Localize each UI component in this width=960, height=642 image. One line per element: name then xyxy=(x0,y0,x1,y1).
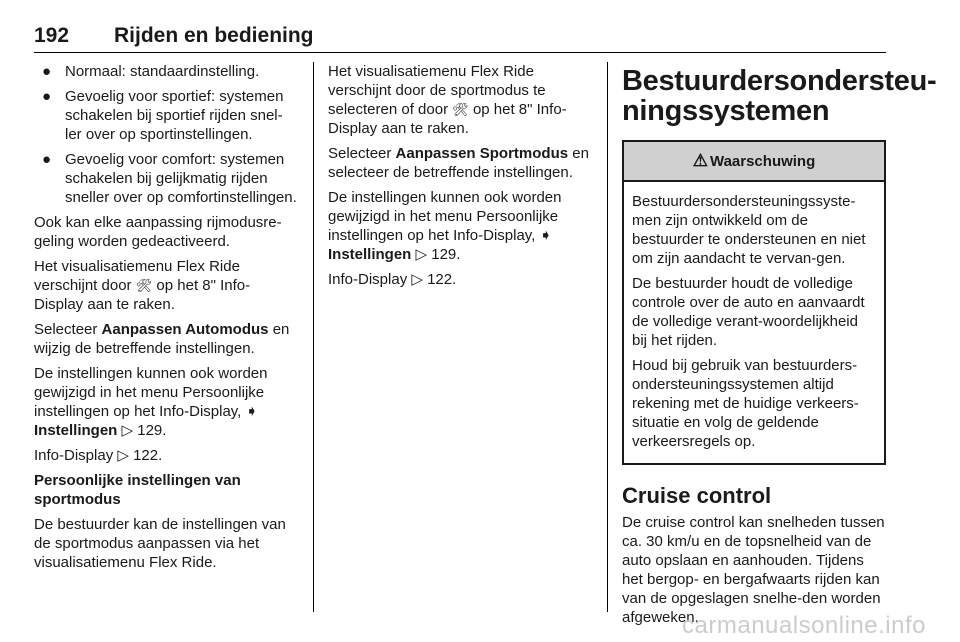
paragraph: De bestuurder kan de instellingen van de sportmodus aanpassen via het visualisatiemenu Flex Ride. xyxy=(34,516,286,571)
header-rule xyxy=(34,52,886,53)
bullet-icon: ● xyxy=(42,63,52,80)
warning-box xyxy=(622,140,886,465)
list-item: ● Normaal: standaardinstelling. xyxy=(42,63,260,80)
warning-triangle-icon: ⚠ xyxy=(692,151,708,170)
list-item: ● Gevoelig voor sportief: systemen schakelen bij sportief rijden snel-ler over op sportinstellingen. xyxy=(42,88,284,143)
paragraph: De instellingen kunnen ook worden gewijzigd in het menu Persoonlijke instellingen op het Info-Display, ➧ Instellingen ▷ 129. xyxy=(328,189,562,263)
warning-paragraph: De bestuurder houdt de volledige controle over de auto en aanvaardt de volledige verant-woordelijkheid bij het rijden. xyxy=(632,275,865,349)
car-settings-icon: 🛠 xyxy=(135,278,153,293)
subheading: Persoonlijke instellingen van sportmodus xyxy=(34,472,241,508)
reference-arrow-icon: ▷ xyxy=(415,246,428,263)
cruise-control-heading: Cruise control xyxy=(622,483,772,508)
column-2 xyxy=(328,62,592,295)
paragraph: Het visualisatiemenu Flex Ride verschijnt door de sportmodus te selecteren of door 🛠 op het 8" Info-Display aan te raken. xyxy=(328,63,567,137)
paragraph: Info-Display ▷ 122. xyxy=(34,447,163,464)
paragraph: De cruise control kan snelheden tussen ca. 30 km/u en de topsnelheid van de auto opslaan en aanhouden. Tijdens het bergop- en bergafwaarts rijden kan van de opgeslagen snelhe-den worden afgeweken. xyxy=(622,514,885,626)
bullet-icon: ● xyxy=(42,88,52,105)
warning-paragraph: Bestuurdersondersteuningssyste-men zijn ontwikkeld om de bestuurder te ondersteunen en niet om zijn aandacht te vervan-gen. xyxy=(632,193,866,267)
reference-arrow-icon: ▷ xyxy=(411,271,423,288)
paragraph: De instellingen kunnen ook worden gewijzigd in het menu Persoonlijke instellingen op het Info-Display, ➧ Instellingen ▷ 129. xyxy=(34,365,268,439)
list-item: ● Gevoelig voor comfort: systemen schakelen bij gelijkmatig rijden sneller over op comfortinstellingen. xyxy=(42,151,297,206)
page-number: 192 xyxy=(34,24,70,47)
reference-arrow-icon: ▷ xyxy=(117,447,129,464)
bullet-icon: ● xyxy=(42,151,52,168)
paragraph: Het visualisatiemenu Flex Ride verschijnt door 🛠 op het 8" Info-Display aan te raken. xyxy=(34,258,251,313)
car-settings-icon: 🛠 xyxy=(452,102,469,117)
menu-arrow-icon: ➧ xyxy=(539,227,553,244)
column-1 xyxy=(34,62,298,578)
watermark: carmanualsonline.info xyxy=(682,612,926,639)
section-heading: Bestuurdersondersteu-ningssystemen xyxy=(622,65,937,127)
reference-arrow-icon: ▷ xyxy=(121,422,134,439)
paragraph: Ook kan elke aanpassing rijmodusre-geling worden gedeactiveerd. xyxy=(34,214,282,250)
running-title: Rijden en bediening xyxy=(114,24,314,47)
paragraph: Info-Display ▷ 122. xyxy=(328,271,457,288)
warning-header: ⚠ Waarschuwing xyxy=(624,142,884,182)
page-header xyxy=(34,24,886,50)
menu-arrow-icon: ➧ xyxy=(245,403,259,420)
paragraph: Selecteer Aanpassen Automodus en wijzig de betreffende instellingen. xyxy=(34,321,290,357)
warning-paragraph: Houd bij gebruik van bestuurders-ondersteuningssystemen altijd rekening met de huidige verkeers-situatie en volg de geldende verkeersregels op. xyxy=(632,357,859,450)
paragraph: Selecteer Aanpassen Sportmodus en selecteer de betreffende instellingen. xyxy=(328,145,589,181)
column-divider xyxy=(607,62,608,612)
warning-body xyxy=(624,182,884,463)
column-3 xyxy=(622,62,937,633)
column-divider xyxy=(313,62,314,612)
